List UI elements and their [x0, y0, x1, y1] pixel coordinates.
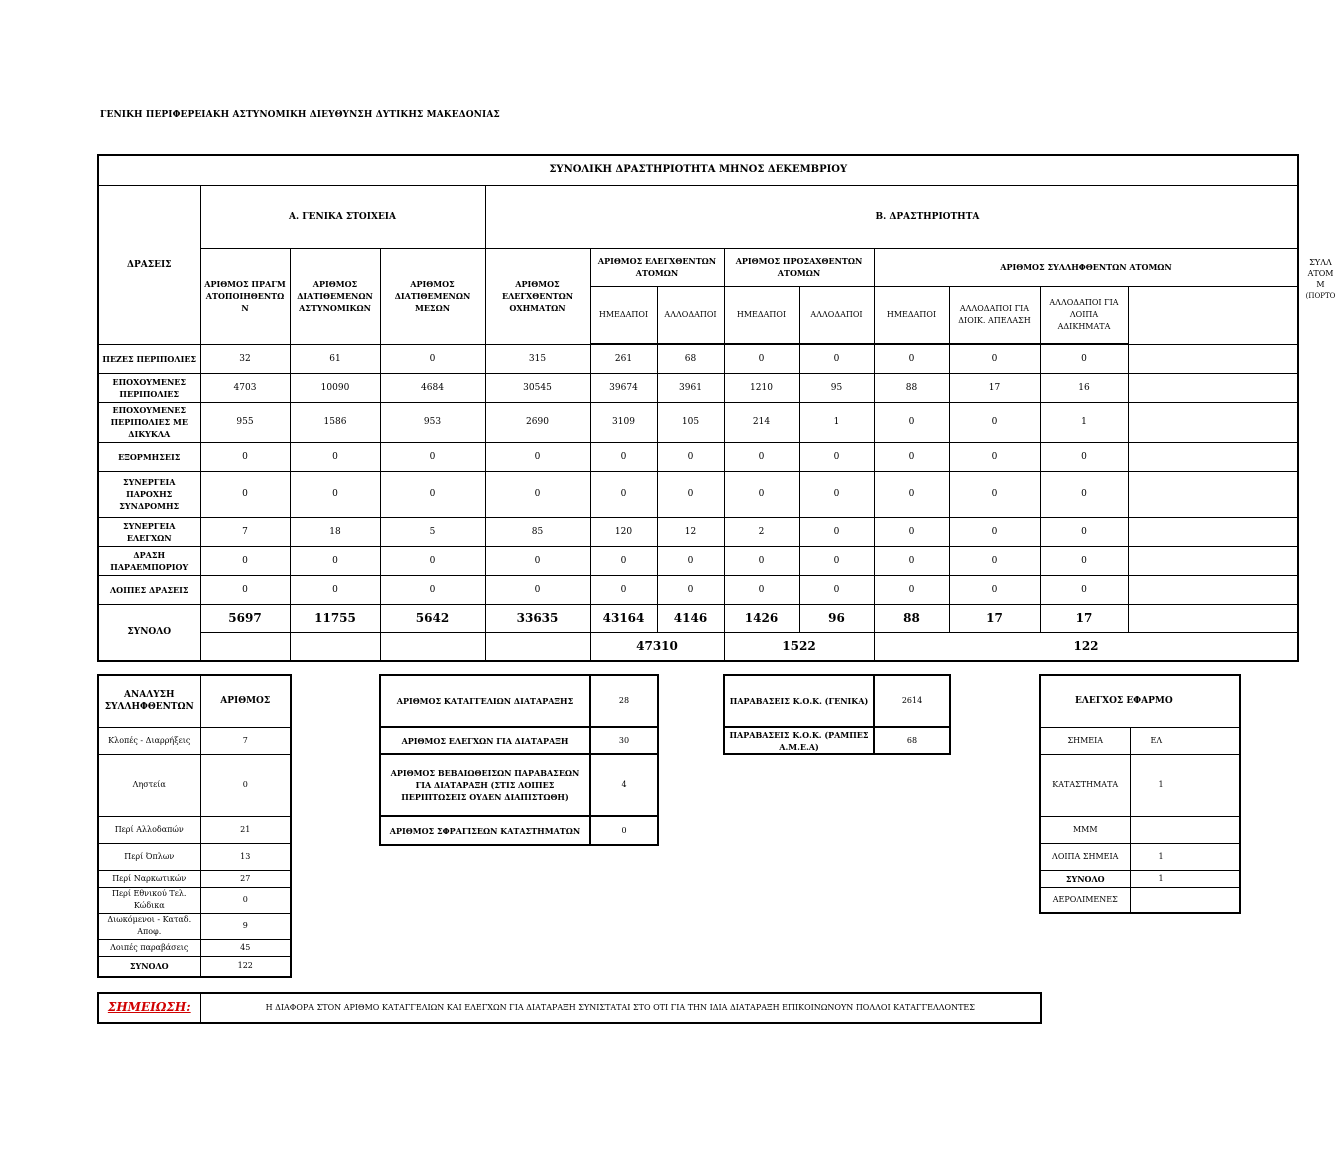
row-value-cut: [1128, 471, 1298, 517]
table-row: [380, 816, 658, 845]
arrest-value: 45: [200, 939, 291, 956]
header-cut-1: ΣΥΛΛ: [1309, 257, 1332, 267]
table-row: [1040, 816, 1240, 843]
row-label: ΣΥΝΕΡΓΕΙΑ ΠΑΡΟΧΗΣ ΣΥΝΔΡΟΜΗΣ: [98, 471, 200, 517]
table-row: [98, 956, 291, 977]
row-value: 0: [380, 546, 485, 575]
row-value: 261: [590, 344, 657, 373]
table-row: [98, 939, 291, 956]
row-label: ΠΕΖΕΣ ΠΕΡΙΠΟΛΙΕΣ: [98, 344, 200, 373]
row-value: 4684: [380, 373, 485, 402]
empty-cell: [200, 632, 290, 661]
row-value: 0: [1040, 442, 1128, 471]
table-row: [98, 402, 1298, 442]
row-value-cut: [1128, 517, 1298, 546]
row-value: 0: [874, 344, 949, 373]
header-arrested-foreign-other: ΑΛΛΟΔΑΠΟΙ ΓΙΑ ΛΟΙΠΑ ΑΔΙΚΗΜΑΤΑ: [1040, 286, 1128, 344]
row-value: 120: [590, 517, 657, 546]
row-value: 10090: [290, 373, 380, 402]
table-row: [98, 546, 1298, 575]
empty-cell: [290, 632, 380, 661]
table-row: [98, 843, 291, 870]
row-value-cut: [1128, 373, 1298, 402]
row-value: 0: [949, 517, 1040, 546]
row-value: 0: [290, 546, 380, 575]
control-points-header: ΣΗΜΕΙΑ: [1040, 727, 1130, 754]
traffic-table: [723, 674, 951, 755]
header-cut-4: (ΠΟΡΤΟ: [1305, 291, 1336, 300]
arrest-value: 9: [200, 913, 291, 939]
row-value: 0: [200, 442, 290, 471]
arrests-analysis-header: ΑΝΑΛΥΣΗ ΣΥΛΛΗΦΘΕΝΤΩΝ: [98, 675, 200, 727]
disturbance-label: ΑΡΙΘΜΟΣ ΣΦΡΑΓΙΣΕΩΝ ΚΑΤΑΣΤΗΜΑΤΩΝ: [380, 816, 590, 845]
row-value: 0: [724, 546, 799, 575]
row-value: 0: [380, 575, 485, 604]
row-value: 0: [380, 442, 485, 471]
header-cut-3: Μ: [1316, 279, 1325, 289]
table-row: [380, 727, 658, 754]
arrest-value: 7: [200, 727, 291, 754]
total-cell: 11755: [290, 604, 380, 632]
row-value: 30545: [485, 373, 590, 402]
note-text: Η ΔΙΑΦΟΡΑ ΣΤΟΝ ΑΡΙΘΜΟ ΚΑΤΑΓΓΕΛΙΩΝ ΚΑΙ ΕΛΕΓΧΩΝ ΓΙΑ ΔΙΑΤΑΡΑΞΗ ΣΥΝΙΣΤΑΤΑΙ ΣΤΟ ΟΤΙ ΓΙΑ ΤΗΝ ΙΔΙΑ ΔΙΑΤΑΡΑΞΗ ΕΠΙΚΟΙΝΩΝΟΥΝ ΠΟΛΛΟΙ ΚΑΤΑΓΓΕΛΛΟΝΤΕΣ: [200, 993, 1041, 1023]
arrest-label: Περί Όπλων: [98, 843, 200, 870]
disturbance-label: ΑΡΙΘΜΟΣ ΒΕΒΑΙΩΘΕΙΣΩΝ ΠΑΡΑΒΑΣΕΩΝ ΓΙΑ ΔΙΑΤΑΡΑΞΗ (ΣΤΙΣ ΛΟΙΠΕΣ ΠΕΡΙΠΤΩΣΕΙΣ ΟΥΔΕΝ ΔΙΑΠΙΣΤΩΘΗ): [380, 754, 590, 816]
arrests-number-header: ΑΡΙΘΜΟΣ: [200, 675, 291, 727]
row-value: 0: [874, 442, 949, 471]
row-value: 105: [657, 402, 724, 442]
table-row: [98, 575, 1298, 604]
table-row: [98, 816, 291, 843]
table-row: [1040, 754, 1240, 816]
row-value: 5: [380, 517, 485, 546]
row-value: 0: [380, 471, 485, 517]
table-row: [98, 754, 291, 816]
row-value: 85: [485, 517, 590, 546]
row-value: 0: [200, 471, 290, 517]
row-value: 3961: [657, 373, 724, 402]
total-cell: 5642: [380, 604, 485, 632]
row-value: 0: [799, 344, 874, 373]
row-value: 0: [590, 546, 657, 575]
row-value: 0: [724, 344, 799, 373]
row-value: 214: [724, 402, 799, 442]
total-cell: 4146: [657, 604, 724, 632]
total-cell: 88: [874, 604, 949, 632]
row-value: 0: [949, 442, 1040, 471]
row-value-cut: [1128, 575, 1298, 604]
row-value: 0: [1040, 575, 1128, 604]
arrest-value: 0: [200, 887, 291, 913]
row-value: 2: [724, 517, 799, 546]
row-value: 32: [200, 344, 290, 373]
control-cut-header: [1130, 727, 1240, 754]
table-row: [98, 887, 291, 913]
control-value: 1: [1130, 843, 1240, 870]
arrest-label: ΣΥΝΟΛΟ: [98, 956, 200, 977]
header-arrested: ΑΡΙΘΜΟΣ ΣΥΛΛΗΦΘΕΝΤΩΝ ΑΤΟΜΩΝ: [874, 248, 1298, 286]
arrest-value: 122: [200, 956, 291, 977]
row-value: 0: [799, 575, 874, 604]
note-table: [97, 992, 1042, 1024]
row-value: 0: [874, 471, 949, 517]
row-value: 0: [290, 471, 380, 517]
row-value: 0: [799, 442, 874, 471]
col-actions-header: ΔΡΑΣΕΙΣ: [98, 185, 200, 344]
note-label: ΣΗΜΕΙΩΣΗ:: [107, 1000, 191, 1014]
row-value: 17: [949, 373, 1040, 402]
row-value: 0: [949, 575, 1040, 604]
traffic-value: 68: [874, 727, 950, 754]
row-label: ΕΞΟΡΜΗΣΕΙΣ: [98, 442, 200, 471]
row-value: 68: [657, 344, 724, 373]
row-value: 0: [949, 402, 1040, 442]
table-row: [380, 754, 658, 816]
arrest-label: Περί Ναρκωτικών: [98, 870, 200, 887]
total-cell: 5697: [200, 604, 290, 632]
disturbance-label: ΑΡΙΘΜΟΣ ΚΑΤΑΓΓΕΛΙΩΝ ΔΙΑΤΑΡΑΞΗΣ: [380, 675, 590, 727]
arrest-label: Λοιπές παραβάσεις: [98, 939, 200, 956]
note-label-cell: [98, 993, 200, 1023]
table-row: [98, 727, 291, 754]
disturbance-value: 4: [590, 754, 658, 816]
table-row: [724, 727, 950, 754]
row-value: 955: [200, 402, 290, 442]
row-value: 0: [1040, 344, 1128, 373]
total-cell: 43164: [590, 604, 657, 632]
row-value: 0: [200, 575, 290, 604]
total-cell: 17: [1040, 604, 1128, 632]
table-row: [1040, 870, 1240, 887]
row-value: 16: [1040, 373, 1128, 402]
table-row: [98, 913, 291, 939]
row-value: 0: [657, 442, 724, 471]
row-value: 0: [290, 442, 380, 471]
row-value: 0: [200, 546, 290, 575]
header-officers: ΑΡΙΘΜΟΣ ΔΙΑΤΙΘΕΜΕΝΩΝ ΑΣΤΥΝΟΜΙΚΩΝ: [290, 248, 380, 344]
total-cell-cut: [1128, 604, 1298, 632]
table-row: [98, 517, 1298, 546]
row-value: 0: [874, 546, 949, 575]
row-value: 0: [485, 442, 590, 471]
row-value: 7: [200, 517, 290, 546]
table-row: [98, 373, 1298, 402]
row-value: 0: [657, 575, 724, 604]
control-label: ΑΕΡΟΛΙΜΕΝΕΣ: [1040, 887, 1130, 913]
header-checked-natives: ΗΜΕΔΑΠΟΙ: [590, 286, 657, 344]
control-value: 1: [1130, 870, 1240, 887]
arrest-label: Διωκόμενοι - Καταδ. Αποφ.: [98, 913, 200, 939]
header-arrested-natives: ΗΜΕΔΑΠΟΙ: [874, 286, 949, 344]
arrest-value: 21: [200, 816, 291, 843]
table-title: ΣΥΝΟΛΙΚΗ ΔΡΑΣΤΗΡΙΟΤΗΤΑ ΜΗΝΟΣ ΔΕΚΕΜΒΡΙΟΥ: [98, 155, 1298, 185]
row-value: 95: [799, 373, 874, 402]
row-value: 0: [799, 546, 874, 575]
row-value: 0: [949, 546, 1040, 575]
row-value-cut: [1128, 402, 1298, 442]
row-value: 18: [290, 517, 380, 546]
control-label: ΛΟΙΠΑ ΣΗΜΕΙΑ: [1040, 843, 1130, 870]
sum-arrested: 122: [874, 632, 1298, 661]
total-cell: 96: [799, 604, 874, 632]
header-vehicles: ΑΡΙΘΜΟΣ ΕΛΕΓΧΘΕΝΤΩΝ ΟΧΗΜΑΤΩΝ: [485, 248, 590, 344]
table-row: [98, 471, 1298, 517]
total-label: ΣΥΝΟΛΟ: [98, 604, 200, 661]
empty-cell: [485, 632, 590, 661]
row-value: 1210: [724, 373, 799, 402]
sum-brought: 1522: [724, 632, 874, 661]
row-value: 0: [724, 471, 799, 517]
arrests-analysis-table: [97, 674, 292, 978]
row-value: 0: [657, 546, 724, 575]
row-value: 0: [657, 471, 724, 517]
header-cut-2: ΑΤΟΜ: [1307, 268, 1334, 278]
disturbance-table: [379, 674, 659, 846]
disturbance-value: 28: [590, 675, 658, 727]
row-value: 88: [874, 373, 949, 402]
arrest-value: 0: [200, 754, 291, 816]
arrest-value: 27: [200, 870, 291, 887]
row-value: 0: [874, 517, 949, 546]
traffic-label: ΠΑΡΑΒΑΣΕΙΣ Κ.Ο.Κ. (ΓΕΝΙΚΑ): [724, 675, 874, 727]
header-brought: ΑΡΙΘΜΟΣ ΠΡΟΣΑΧΘΕΝΤΩΝ ΑΤΟΜΩΝ: [724, 248, 874, 286]
row-value: 1: [1040, 402, 1128, 442]
row-value: 0: [485, 471, 590, 517]
row-value: 0: [874, 402, 949, 442]
row-label: ΕΠΟΧΟΥΜΕΝΕΣ ΠΕΡΙΠΟΛΙΕΣ ΜΕ ΔΙΚΥΚΛΑ: [98, 402, 200, 442]
row-label: ΣΥΝΕΡΓΕΙΑ ΕΛΕΓΧΩΝ: [98, 517, 200, 546]
table-row: [1040, 843, 1240, 870]
row-value: 0: [874, 575, 949, 604]
control-value: [1130, 816, 1240, 843]
total-cell: 17: [949, 604, 1040, 632]
disturbance-label: ΑΡΙΘΜΟΣ ΕΛΕΓΧΩΝ ΓΙΑ ΔΙΑΤΑΡΑΞΗ: [380, 727, 590, 754]
row-label: ΕΠΟΧΟΥΜΕΝΕΣ ΠΕΡΙΠΟΛΙΕΣ: [98, 373, 200, 402]
row-value: 3109: [590, 402, 657, 442]
header-performed: ΑΡΙΘΜΟΣ ΠΡΑΓΜΑΤΟΠΟΙΗΘΕΝΤΩΝ: [200, 248, 290, 344]
table-row: [724, 675, 950, 727]
header-checked: ΑΡΙΘΜΟΣ ΕΛΕΓΧΘΕΝΤΩΝ ΑΤΟΜΩΝ: [590, 248, 724, 286]
row-value: 0: [949, 471, 1040, 517]
table-row: [98, 442, 1298, 471]
arrest-label: Περί Αλλοδαπών: [98, 816, 200, 843]
control-title: [1040, 675, 1240, 727]
control-table: [1039, 674, 1241, 914]
row-value: 0: [724, 442, 799, 471]
row-value: 4703: [200, 373, 290, 402]
table-row: [98, 870, 291, 887]
row-value: 0: [485, 546, 590, 575]
control-cut-header-text: ΕΛ: [1150, 735, 1163, 745]
traffic-value: 2614: [874, 675, 950, 727]
table-row: [1040, 887, 1240, 913]
row-value: 39674: [590, 373, 657, 402]
row-value-cut: [1128, 546, 1298, 575]
arrest-label: Περί Εθνικού Τελ. Κώδικα: [98, 887, 200, 913]
row-value: 0: [1040, 517, 1128, 546]
row-value-cut: [1128, 442, 1298, 471]
control-label: ΜΜΜ: [1040, 816, 1130, 843]
sum-checked: 47310: [590, 632, 724, 661]
row-value: 0: [290, 575, 380, 604]
row-value: 1586: [290, 402, 380, 442]
row-value: 0: [799, 517, 874, 546]
row-value: 0: [485, 575, 590, 604]
control-title-text: ΕΛΕΓΧΟΣ ΕΦΑΡΜΟ: [1075, 696, 1173, 707]
disturbance-value: 30: [590, 727, 658, 754]
control-label: ΣΥΝΟΛΟ: [1040, 870, 1130, 887]
row-value: 0: [380, 344, 485, 373]
row-label: ΛΟΙΠΕΣ ΔΡΑΣΕΙΣ: [98, 575, 200, 604]
row-value: 0: [590, 471, 657, 517]
arrest-label: Κλοπές - Διαρρήξεις: [98, 727, 200, 754]
table-row: [98, 344, 1298, 373]
row-value: 1: [799, 402, 874, 442]
row-value: 61: [290, 344, 380, 373]
row-value: 0: [1040, 546, 1128, 575]
activity-table: [97, 154, 1336, 662]
header-checked-foreigners: ΑΛΛΟΔΑΠΟΙ: [657, 286, 724, 344]
row-value: 0: [724, 575, 799, 604]
header-brought-natives: ΗΜΕΔΑΠΟΙ: [724, 286, 799, 344]
control-label: ΚΑΤΑΣΤΗΜΑΤΑ: [1040, 754, 1130, 816]
header-means: ΑΡΙΘΜΟΣ ΔΙΑΤΙΘΕΜΕΝΩΝ ΜΕΣΩΝ: [380, 248, 485, 344]
row-value-cut: [1128, 344, 1298, 373]
empty-cell: [380, 632, 485, 661]
org-title: ΓΕΝΙΚΗ ΠΕΡΙΦΕΡΕΙΑΚΗ ΑΣΤΥΝΟΜΙΚΗ ΔΙΕΥΘΥΝΣΗ ΔΥΤΙΚΗΣ ΜΑΚΕΔΟΝΙΑΣ: [100, 110, 500, 120]
row-value: 0: [1040, 471, 1128, 517]
group-a-header: Α. ΓΕΝΙΚΑ ΣΤΟΙΧΕΙΑ: [200, 185, 485, 248]
total-cell: 1426: [724, 604, 799, 632]
row-value: 0: [799, 471, 874, 517]
row-value: 315: [485, 344, 590, 373]
row-value: 0: [590, 442, 657, 471]
control-value: [1130, 887, 1240, 913]
header-arrested-foreign-admin: ΑΛΛΟΔΑΠΟΙ ΓΙΑ ΔΙΟΙΚ. ΑΠΕΛΑΣΗ: [949, 286, 1040, 344]
group-b-header: Β. ΔΡΑΣΤΗΡΙΟΤΗΤΑ: [485, 185, 1298, 248]
arrest-label: Ληστεία: [98, 754, 200, 816]
traffic-label: ΠΑΡΑΒΑΣΕΙΣ Κ.Ο.Κ. (ΡΑΜΠΕΣ Α.Μ.Ε.Α): [724, 727, 874, 754]
header-brought-foreigners: ΑΛΛΟΔΑΠΟΙ: [799, 286, 874, 344]
total-cell: 33635: [485, 604, 590, 632]
disturbance-value: 0: [590, 816, 658, 845]
row-value: 2690: [485, 402, 590, 442]
table-row: [380, 675, 658, 727]
arrest-value: 13: [200, 843, 291, 870]
row-label: ΔΡΑΣΗ ΠΑΡΑΕΜΠΟΡΙΟΥ: [98, 546, 200, 575]
row-value: 953: [380, 402, 485, 442]
row-value: 0: [949, 344, 1040, 373]
row-value: 12: [657, 517, 724, 546]
control-value: 1: [1130, 754, 1240, 816]
row-value: 0: [590, 575, 657, 604]
